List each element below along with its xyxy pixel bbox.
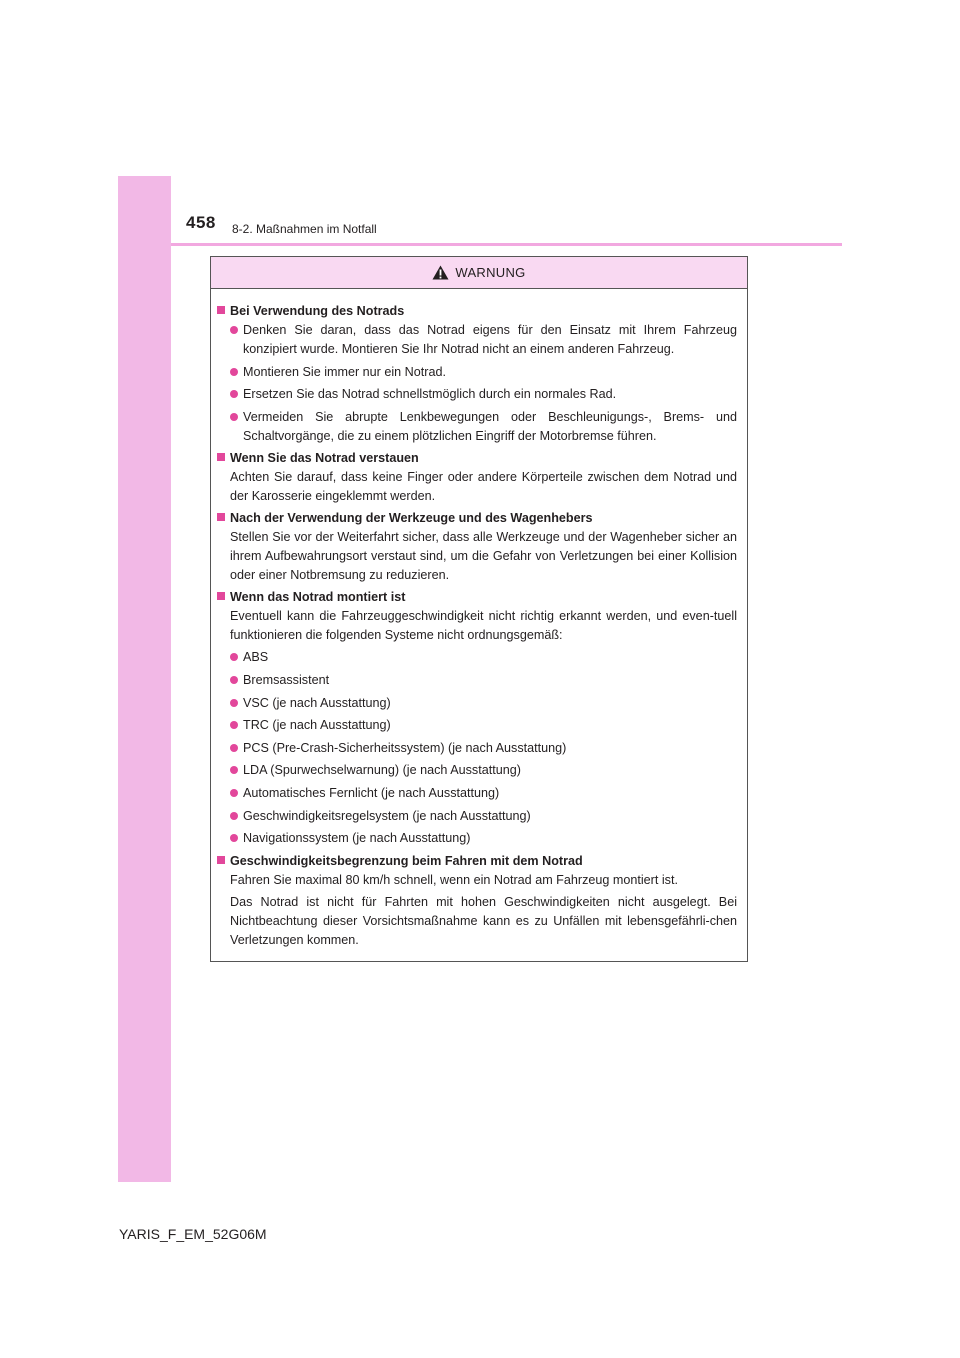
section-heading-row — [217, 302, 737, 321]
bullet-item — [230, 694, 737, 713]
bullet-item — [230, 829, 737, 848]
bullet-text: Navigationssystem (je nach Ausstattung) — [243, 831, 471, 846]
page-number: 458 — [186, 213, 216, 232]
warning-triangle-icon — [432, 265, 449, 280]
warning-section — [217, 302, 737, 446]
round-bullet-icon — [230, 744, 238, 752]
round-bullet-icon — [230, 699, 238, 707]
section-heading-row — [217, 509, 737, 528]
section-heading-row — [217, 449, 737, 468]
round-bullet-icon — [230, 766, 238, 774]
bullet-item — [230, 363, 737, 382]
section-paragraph: Achten Sie darauf, dass keine Finger oder andere Körperteile zwischen dem Notrad und der Karosserie eingeklemmt werden. — [230, 470, 737, 504]
round-bullet-icon — [230, 368, 238, 376]
bullet-text: LDA (Spurwechselwarnung) (je nach Ausstattung) — [243, 763, 521, 778]
section-heading: Bei Verwendung des Notrads — [230, 304, 405, 318]
square-bullet-icon — [217, 306, 225, 314]
section-heading: Geschwindigkeitsbegrenzung beim Fahren mit dem Notrad — [230, 853, 583, 868]
bullet-item — [230, 408, 737, 446]
section-paragraph: Stellen Sie vor der Weiterfahrt sicher, dass alle Werkzeuge und der Wagenheber sicher an ihrem Aufbewahrungsort verstaut sind, um die Gefahr von Verletzungen bei einer Kollision oder einer Notbremsung zu reduzieren. — [230, 530, 737, 583]
section-paragraph: Fahren Sie maximal 80 km/h schnell, wenn ein Notrad am Fahrzeug montiert ist. — [230, 872, 678, 887]
warning-title: WARNUNG — [455, 265, 526, 280]
round-bullet-icon — [230, 413, 238, 421]
round-bullet-icon — [230, 326, 238, 334]
bullet-item — [230, 648, 737, 667]
section-paragraph: Das Notrad ist nicht für Fahrten mit hohen Geschwindigkeiten nicht ausgelegt. Bei Nichtbeachtung dieser Vorsichtsmaßnahme kann es zu Unfällen mit lebensgefährli-chen Verletzungen kommen. — [230, 894, 737, 947]
bullet-item — [230, 739, 737, 758]
round-bullet-icon — [230, 834, 238, 842]
round-bullet-icon — [230, 390, 238, 398]
warning-body — [211, 289, 747, 950]
square-bullet-icon — [217, 592, 225, 600]
square-bullet-icon — [217, 856, 225, 864]
bullet-item — [230, 385, 737, 404]
warning-section — [217, 509, 737, 585]
bullet-item — [230, 784, 737, 803]
section-heading: Wenn Sie das Notrad verstauen — [230, 451, 419, 466]
bullet-text: Automatisches Fernlicht (je nach Ausstattung) — [243, 785, 500, 800]
bullet-item — [230, 321, 737, 359]
warning-box — [210, 256, 748, 962]
bullet-item — [230, 807, 737, 826]
round-bullet-icon — [230, 812, 238, 820]
section-title: 8-2. Maßnahmen im Notfall — [232, 222, 377, 236]
round-bullet-icon — [230, 653, 238, 661]
warning-section — [217, 852, 737, 950]
round-bullet-icon — [230, 676, 238, 684]
bullet-text: ABS — [243, 650, 269, 665]
bullet-text: Denken Sie daran, dass das Notrad eigens für den Einsatz mit Ihrem Fahrzeug konzipiert wurde. Montieren Sie Ihr Notrad nicht an einem anderen Fahrzeug. — [243, 323, 737, 356]
bullet-text: Bremsassistent — [243, 672, 330, 687]
warning-section — [217, 449, 737, 506]
square-bullet-icon — [217, 453, 225, 461]
warning-section — [217, 588, 737, 848]
header-rule — [171, 243, 842, 246]
bullet-item — [230, 761, 737, 780]
section-heading: Wenn das Notrad montiert ist — [230, 590, 406, 605]
bullet-text: Geschwindigkeitsregelsystem (je nach Ausstattung) — [243, 808, 531, 823]
bullet-text: VSC (je nach Ausstattung) — [243, 695, 391, 710]
warning-header — [211, 257, 747, 289]
section-paragraph: Eventuell kann die Fahrzeuggeschwindigkeit nicht richtig erkannt werden, und even-tuell funktionieren die folgenden Systeme nicht ordnungsgemäß: — [230, 609, 737, 643]
round-bullet-icon — [230, 721, 238, 729]
bullet-text: TRC (je nach Ausstattung) — [243, 718, 391, 733]
square-bullet-icon — [217, 513, 225, 521]
bullet-text: PCS (Pre-Crash-Sicherheitssystem) (je nach Ausstattung) — [243, 740, 567, 755]
bullet-text: Vermeiden Sie abrupte Lenkbewegungen oder Beschleunigungs-, Brems- und Schaltvorgänge, die zu einem plötzlichen Eingriff der Motorbremse führen. — [243, 409, 737, 443]
bullet-text: Montieren Sie immer nur ein Notrad. — [243, 364, 446, 379]
footer-code: YARIS_F_EM_52G06M — [119, 1226, 267, 1242]
side-color-band — [118, 176, 171, 1182]
section-heading-row — [217, 852, 737, 871]
section-heading: Nach der Verwendung der Werkzeuge und des Wagenhebers — [230, 511, 593, 526]
bullet-item — [230, 671, 737, 690]
bullet-text: Ersetzen Sie das Notrad schnellstmöglich durch ein normales Rad. — [243, 387, 617, 402]
section-heading-row — [217, 588, 737, 607]
round-bullet-icon — [230, 789, 238, 797]
bullet-item — [230, 716, 737, 735]
